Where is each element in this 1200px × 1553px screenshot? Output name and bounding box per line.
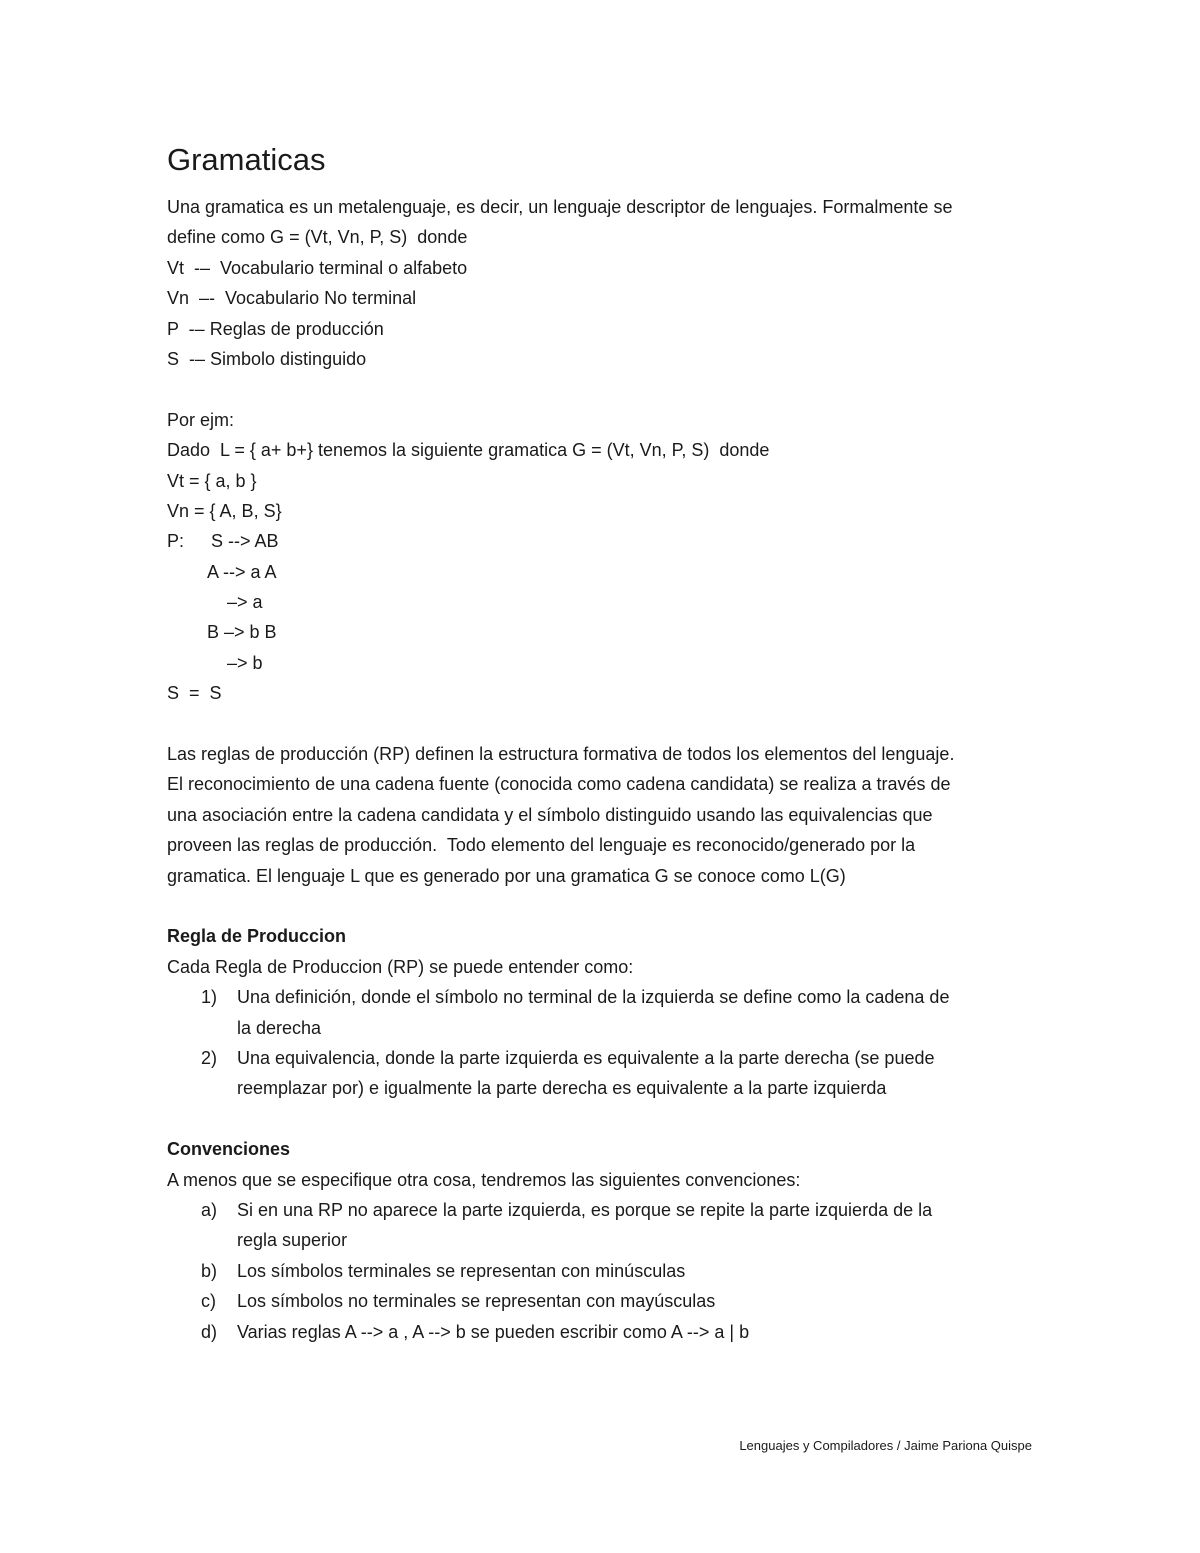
list-item bbox=[167, 1286, 1047, 1316]
section-heading-regla: Regla de Produccion bbox=[167, 926, 347, 947]
convenciones-intro: A menos que se especifique otra cosa, tendremos las siguientes convenciones: bbox=[167, 1169, 801, 1190]
list-item-line: Los símbolos terminales se representan con minúsculas bbox=[237, 1260, 686, 1281]
list-item-line: Una definición, donde el símbolo no terminal de la izquierda se define como la cadena de bbox=[237, 987, 950, 1008]
list-item bbox=[167, 982, 1047, 1043]
example-label: Por ejm: bbox=[167, 409, 235, 430]
production-rule: S --> AB bbox=[211, 531, 279, 552]
list-item-line: Una equivalencia, donde la parte izquierda es equivalente a la parte derecha (se puede bbox=[237, 1047, 935, 1068]
list-marker: b) bbox=[201, 1260, 218, 1281]
list-item-line: la derecha bbox=[237, 1017, 322, 1038]
paragraph-line: gramatica. El lenguaje L que es generado por una gramatica G se conoce como L(G) bbox=[167, 865, 846, 886]
production-label: P: bbox=[167, 531, 185, 552]
production-rule: –> b bbox=[227, 652, 263, 673]
list-marker: a) bbox=[201, 1199, 218, 1220]
paragraph-line: una asociación entre la cadena candidata y el símbolo distinguido usando las equivalencias que bbox=[167, 804, 933, 825]
def-vn: Vn –- Vocabulario No terminal bbox=[167, 288, 417, 309]
list-marker: 2) bbox=[201, 1047, 218, 1068]
def-s: S -– Simbolo distinguido bbox=[167, 348, 367, 369]
list-item-line: Los símbolos no terminales se representan con mayúsculas bbox=[237, 1291, 716, 1312]
list-item bbox=[167, 1256, 1047, 1286]
paragraph-line: proveen las reglas de producción. Todo elemento del lenguaje es reconocido/generado por la bbox=[167, 835, 916, 856]
list-marker: d) bbox=[201, 1321, 218, 1342]
production-row bbox=[167, 526, 1047, 556]
document-page bbox=[167, 140, 1047, 1347]
example-vt: Vt = { a, b } bbox=[167, 470, 257, 491]
list-marker: c) bbox=[201, 1291, 216, 1312]
example-given: Dado L = { a+ b+} tenemos la siguiente gramatica G = (Vt, Vn, P, S) donde bbox=[167, 440, 770, 461]
list-item bbox=[167, 1195, 1047, 1256]
section-heading-convenciones: Convenciones bbox=[167, 1139, 291, 1160]
example-vn: Vn = { A, B, S} bbox=[167, 500, 282, 521]
list-item bbox=[167, 1043, 1047, 1104]
regla-intro: Cada Regla de Produccion (RP) se puede entender como: bbox=[167, 956, 634, 977]
list-item bbox=[167, 1317, 1047, 1347]
list-item-line: Si en una RP no aparece la parte izquierda, es porque se repite la parte izquierda de la bbox=[237, 1199, 933, 1220]
list-item-line: regla superior bbox=[237, 1230, 348, 1251]
page-footer: Lenguajes y Compiladores / Jaime Pariona Quispe bbox=[739, 1438, 1032, 1453]
def-p: P -– Reglas de producción bbox=[167, 318, 384, 339]
paragraph-line: El reconocimiento de una cadena fuente (conocida como cadena candidata) se realiza a través de bbox=[167, 774, 951, 795]
paragraph-line: Las reglas de producción (RP) definen la estructura formativa de todos los elementos del lenguaje. bbox=[167, 744, 955, 765]
production-rule: –> a bbox=[227, 592, 263, 613]
def-vt: Vt -– Vocabulario terminal o alfabeto bbox=[167, 257, 468, 278]
list-marker: 1) bbox=[201, 987, 218, 1008]
intro-line-1: Una gramatica es un metalenguaje, es decir, un lenguaje descriptor de lenguajes. Formalmente se bbox=[167, 197, 953, 217]
production-rule: A --> a A bbox=[207, 561, 277, 582]
start-symbol-equation: S = S bbox=[167, 683, 222, 704]
list-item-line: reemplazar por) e igualmente la parte derecha es equivalente a la parte izquierda bbox=[237, 1078, 887, 1099]
production-rule: B –> b B bbox=[207, 622, 277, 643]
intro-line-2: define como G = (Vt, Vn, P, S) donde bbox=[167, 227, 468, 248]
page-title: Gramaticas bbox=[167, 142, 326, 177]
list-item-line: Varias reglas A --> a , A --> b se pueden escribir como A --> a | b bbox=[237, 1321, 750, 1342]
